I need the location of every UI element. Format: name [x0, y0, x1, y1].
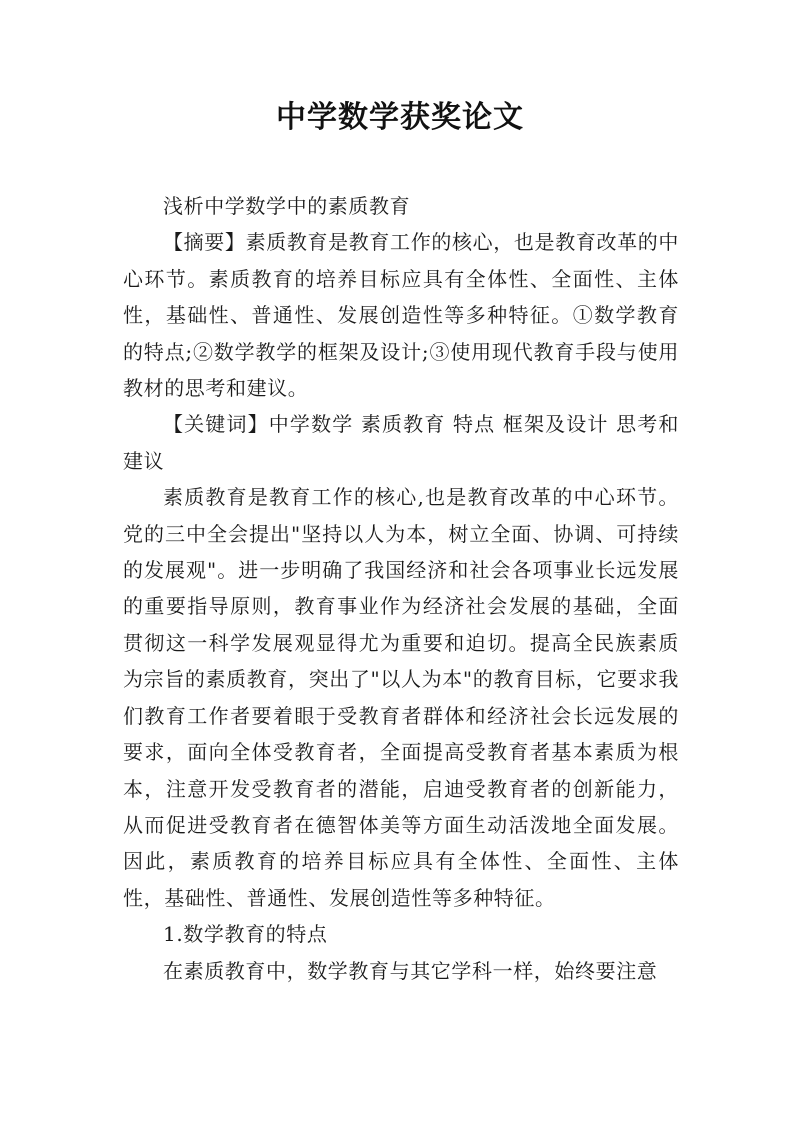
document-title: 中学数学获奖论文: [276, 100, 524, 135]
document-body: [123, 188, 679, 989]
abstract-paragraph: 【摘要】素质教育是教育工作的核心，也是教育改革的中心环节。素质教育的培养目标应具有全体性、全面性、主体性，基础性、普通性、发展创造性等多种特征。①数学教育的特点;②数学教学的框架及设计;③使用现代教育手段与使用教材的思考和建议。: [123, 230, 679, 401]
body-paragraph-2: 在素质教育中，数学教育与其它学科一样，始终要注意: [163, 958, 658, 983]
keywords-paragraph: 【关键词】中学数学 素质教育 特点 框架及设计 思考和建议: [123, 412, 679, 473]
section-heading: 1.数学教育的特点: [163, 922, 328, 947]
body-paragraph-1: 素质教育是教育工作的核心,也是教育改革的中心环节。党的三中全会提出"坚持以人为本，树立全面、协调、可持续的发展观"。进一步明确了我国经济和社会各项事业长远发展的重要指导原则，教育事业作为经济社会发展的基础，全面贯彻这一科学发展观显得尤为重要和迫切。提高全民族素质为宗旨的素质教育，突出了"以人为本"的教育目标，它要求我们教育工作者要着眼于受教育者群体和经济社会长远发展的要求，面向全体受教育者，全面提高受教育者基本素质为根本，注意开发受教育者的潜能，启迪受教育者的创新能力，从而促进受教育者在德智体美等方面生动活泼地全面发展。因此，素质教育的培养目标应具有全体性、全面性、主体性，基础性、普通性、发展创造性等多种特征。: [123, 485, 679, 910]
article-subtitle: 浅析中学数学中的素质教育: [163, 194, 411, 218]
